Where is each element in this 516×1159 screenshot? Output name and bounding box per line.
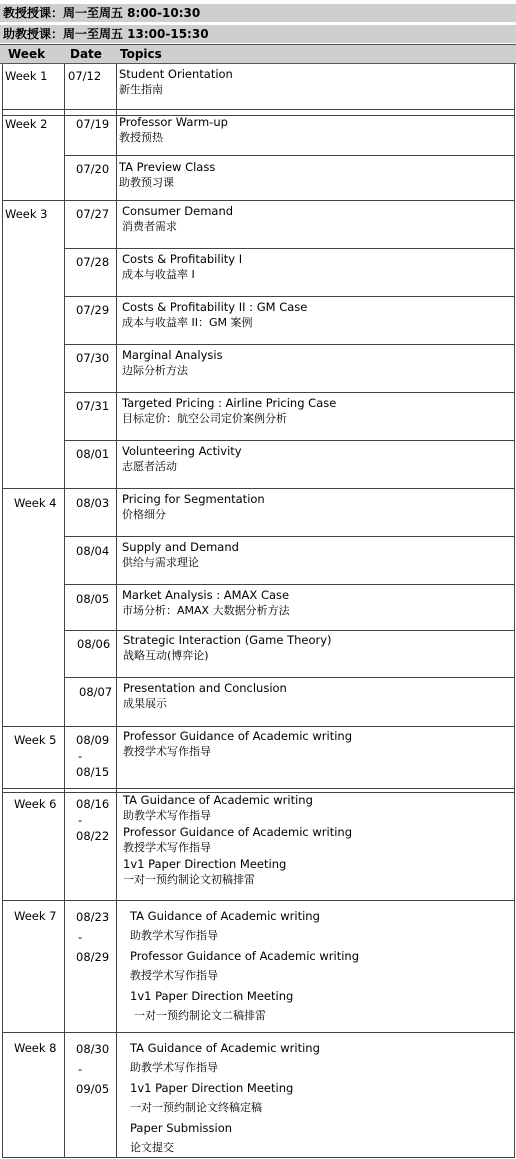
date-cell: 07/28 [76, 255, 110, 269]
topic-en: Volunteering Activity [122, 444, 242, 458]
topic-cell [122, 299, 307, 331]
date-cell: 07/29 [76, 303, 110, 317]
topic-en: Supply and Demand [122, 540, 239, 554]
date-cell: 07/27 [76, 207, 110, 221]
date-separator: - [78, 930, 83, 944]
date-cell: 08/01 [76, 447, 110, 461]
topic-cell [122, 587, 290, 619]
date-cell [76, 732, 109, 780]
date-cell: 07/12 [68, 69, 102, 83]
topic-cn: 目标定价：航空公司定价案例分析 [122, 412, 287, 425]
topic-en: 1v1 Paper Direction Meeting [130, 1081, 294, 1095]
week-label: Week 4 [14, 496, 57, 510]
topic-cn: 志愿者活动 [122, 460, 177, 473]
topic-cn: 战略互动(博弈论) [123, 649, 209, 662]
topic-en: Costs & Profitability II : GM Case [122, 300, 308, 314]
week-label: Week 2 [5, 117, 48, 131]
topic-en: Professor Guidance of Academic writing [130, 949, 360, 963]
date-separator: - [78, 813, 83, 827]
topic-en: Professor Guidance of Academic writing [123, 825, 353, 839]
date-cell: 07/30 [76, 351, 110, 365]
date-cell: 08/07 [79, 685, 113, 699]
week-label: Week 5 [14, 733, 57, 747]
topic-cn: 一对一预约制论文初稿排雷 [123, 873, 255, 886]
date-start: 08/30 [76, 1042, 110, 1056]
topic-cell [122, 395, 336, 427]
date-cell: 07/31 [76, 399, 110, 413]
topic-cell [122, 443, 242, 475]
topic-en: TA Preview Class [119, 160, 216, 174]
topic-cn: 教授学术写作指导 [130, 969, 218, 982]
date-cell: 07/19 [76, 117, 110, 131]
ta-schedule-banner: 助教授课：周一至周五 13:00-15:30 [0, 25, 516, 43]
topic-en: TA Guidance of Academic writing [130, 1041, 320, 1055]
date-cell: 08/03 [76, 496, 110, 510]
date-cell: 07/20 [76, 162, 110, 176]
date-cell [76, 1039, 109, 1099]
topic-cn: 一对一预约制论文终稿定稿 [130, 1101, 262, 1114]
week-label: Week 6 [14, 797, 57, 811]
date-end: 08/29 [76, 950, 110, 964]
topic-en: Consumer Demand [122, 204, 234, 218]
topic-cell [119, 114, 228, 146]
topic-cell [123, 792, 352, 888]
topic-cn: 边际分析方法 [122, 364, 188, 377]
week-label: Week 7 [14, 909, 57, 923]
date-start: 08/16 [76, 797, 110, 811]
topic-cn: 成果展示 [123, 697, 167, 710]
topic-en: TA Guidance of Academic writing [123, 793, 313, 807]
topic-cn: 成本与收益率 II：GM 案例 [122, 316, 253, 329]
topic-cell [119, 66, 233, 98]
date-cell [76, 796, 109, 844]
week-column-header: Week [8, 47, 46, 61]
topic-cell [122, 203, 233, 235]
week-label: Week 8 [14, 1041, 57, 1055]
topic-cn: 消费者需求 [122, 220, 177, 233]
topic-cn: 新生指南 [119, 83, 163, 96]
topic-cn: 教授学术写作指导 [123, 745, 211, 758]
topic-cell [130, 906, 359, 1026]
topic-en: Professor Warm-up [119, 115, 228, 129]
table-header-row [0, 44, 516, 64]
topic-cell [122, 491, 265, 523]
topic-cn: 市场分析：AMAX 大数据分析方法 [122, 604, 290, 617]
topic-cn: 助教预习课 [119, 176, 174, 189]
topic-en: Presentation and Conclusion [123, 681, 287, 695]
topic-cn: 价格细分 [122, 508, 166, 521]
topic-cell [123, 680, 287, 712]
topic-cn: 一对一预约制论文二稿排雷 [134, 1009, 266, 1022]
topic-cell [122, 539, 239, 571]
date-start: 08/09 [76, 733, 110, 747]
date-separator: - [78, 749, 83, 763]
week-label: Week 3 [5, 207, 48, 221]
topic-cn: 教授预热 [119, 131, 163, 144]
topic-en: TA Guidance of Academic writing [130, 909, 320, 923]
topic-en: Marginal Analysis [122, 348, 223, 362]
date-start: 08/23 [76, 910, 110, 924]
topics-column-header: Topics [120, 47, 162, 61]
date-cell: 08/05 [76, 592, 110, 606]
topic-en: Strategic Interaction (Game Theory) [123, 633, 332, 647]
topic-en: 1v1 Paper Direction Meeting [123, 857, 287, 871]
topic-cn: 论文提交 [130, 1141, 174, 1154]
date-end: 08/15 [76, 765, 110, 779]
date-column-header: Date [70, 47, 102, 61]
topic-en: Paper Submission [130, 1121, 233, 1135]
topic-en: Costs & Profitability I [122, 252, 243, 266]
topic-cn: 助教学术写作指导 [130, 1061, 218, 1074]
topic-cn: 成本与收益率 I [122, 268, 195, 281]
topic-en: Pricing for Segmentation [122, 492, 265, 506]
topic-cell [122, 347, 223, 379]
date-cell [76, 907, 109, 967]
topic-en: Market Analysis : AMAX Case [122, 588, 290, 602]
topic-cell [130, 1038, 320, 1158]
date-end: 08/22 [76, 829, 110, 843]
topic-cell [119, 159, 215, 191]
topic-cell [123, 728, 352, 760]
date-cell: 08/06 [77, 637, 111, 651]
topic-en: Student Orientation [119, 67, 233, 81]
topic-cn: 助教学术写作指导 [130, 929, 218, 942]
professor-schedule-banner: 教授授课：周一至周五 8:00-10:30 [0, 4, 516, 22]
date-separator: - [78, 1062, 83, 1076]
week-label: Week 1 [5, 69, 48, 83]
topic-cell [123, 632, 332, 664]
topic-cn: 教授学术写作指导 [123, 841, 211, 854]
topic-cn: 供给与需求理论 [122, 556, 199, 569]
date-end: 09/05 [76, 1082, 110, 1096]
topic-cn: 助教学术写作指导 [123, 809, 211, 822]
topic-en: Professor Guidance of Academic writing [123, 729, 353, 743]
topic-en: Targeted Pricing : Airline Pricing Case [122, 396, 337, 410]
topic-en: 1v1 Paper Direction Meeting [130, 989, 294, 1003]
topic-cell [122, 251, 242, 283]
date-cell: 08/04 [76, 544, 110, 558]
